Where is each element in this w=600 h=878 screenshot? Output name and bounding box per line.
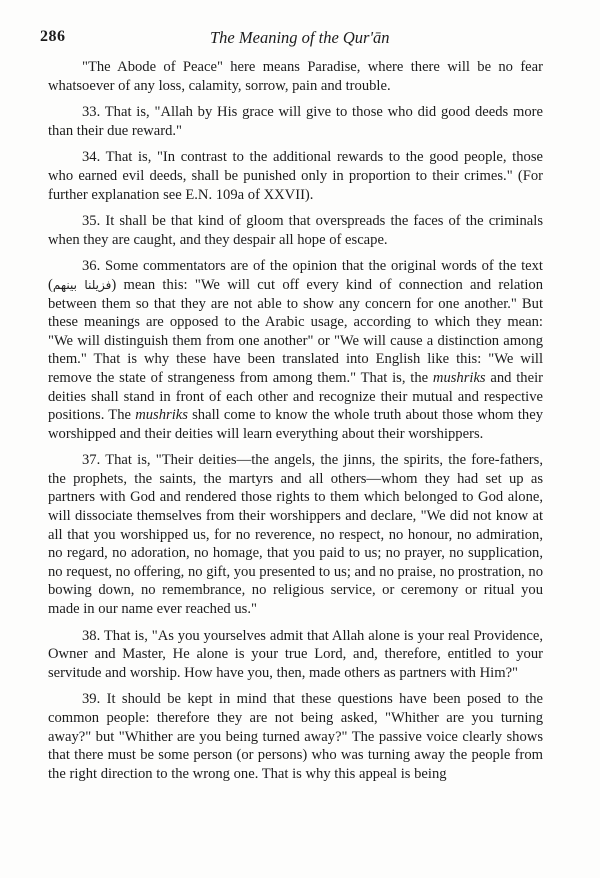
paragraph-abode-of-peace: "The Abode of Peace" here means Paradise, where there will be no fear whatsoever of any loss, calamity, sorrow, pain and trouble. (48, 59, 543, 94)
paragraph-note-33: 33. That is, "Allah by His grace will give to those who did good deeds more than their due reward." (48, 104, 543, 139)
paragraph-note-37: 37. That is, "Their deities—the angels, the jinns, the spirits, the fore-fathers, the prophets, the saints, the martyrs and all others—whom they had set up as partners with God and rendered those rights to them which belonged to God alone, will dissociate themselves from their worshippers and declare, "We did not know at all that you worshipped us, for no reverence, no respect, no honour, no admiration, no regard, no adoration, no homage, that you paid to us; no prayer, no supplication, no request, no offering, no gift, you presented to us; and no praise, no prostration, no bowing down, no remembrance, no religious service, or ceremony or ritual you made in our name ever reached us." (48, 452, 544, 618)
italic-term-mushriks-2: mushriks (135, 407, 188, 424)
page-header (40, 28, 550, 50)
italic-term-mushriks: mushriks (432, 369, 486, 386)
paragraph-note-36 (48, 257, 543, 443)
note-36-text-part3: and their deities shall stand in front of each other and recognize their mutual and respective positions. The (48, 369, 543, 424)
note-36-text-part1: 36. Some commentators are of the opinion that the original words of the text ( (48, 258, 543, 293)
page-number: 286 (40, 28, 66, 45)
paragraph-note-38: 38. That is, "As you yourselves admit that Allah alone is your real Providence, Owner and Master, He alone is your true Lord, and, therefore, entitled to your servitude and worship. How have you, then, made others as partners with Him?" (48, 627, 543, 681)
page-body (48, 58, 543, 791)
arabic-phrase: فزيلنا بينهم (52, 277, 112, 292)
running-title: The Meaning of the Qur'ān (210, 28, 390, 47)
paragraph-note-39: 39. It should be kept in mind that these questions have been posed to the common people: therefore they are not being asked, "Whither are you turning away?" but "Whither are you being turned away?" The passive voice clearly shows that there must be some person (or persons) who was turning away the people from the right direction to the wrong one. That is why this appeal is being (48, 691, 543, 782)
paragraph-note-34: 34. That is, "In contrast to the additional rewards to the good people, those who earned evil deeds, shall be punished only in proportion to their crimes." (For further explanation see E.N. 109a of XXVII). (48, 149, 543, 203)
note-36-text-part2: ) mean this: "We will cut off every kind of connection and relation between them so that they are not able to show any concern for one another." But these meanings are opposed to the Arabic usage, according to which they mean: "We will distinguish them from one another" or "We will cause a distinction among them." That is why these have been translated into English like this: "We will remove the state of strangeness from among them." That is, the (48, 276, 543, 386)
paragraph-note-35: 35. It shall be that kind of gloom that overspreads the faces of the criminals when they are caught, and they despair all hope of escape. (48, 213, 543, 248)
note-36-text-part4: shall come to know the whole truth about those whom they worshipped and their deities will learn everything about their worshippers. (48, 407, 543, 442)
